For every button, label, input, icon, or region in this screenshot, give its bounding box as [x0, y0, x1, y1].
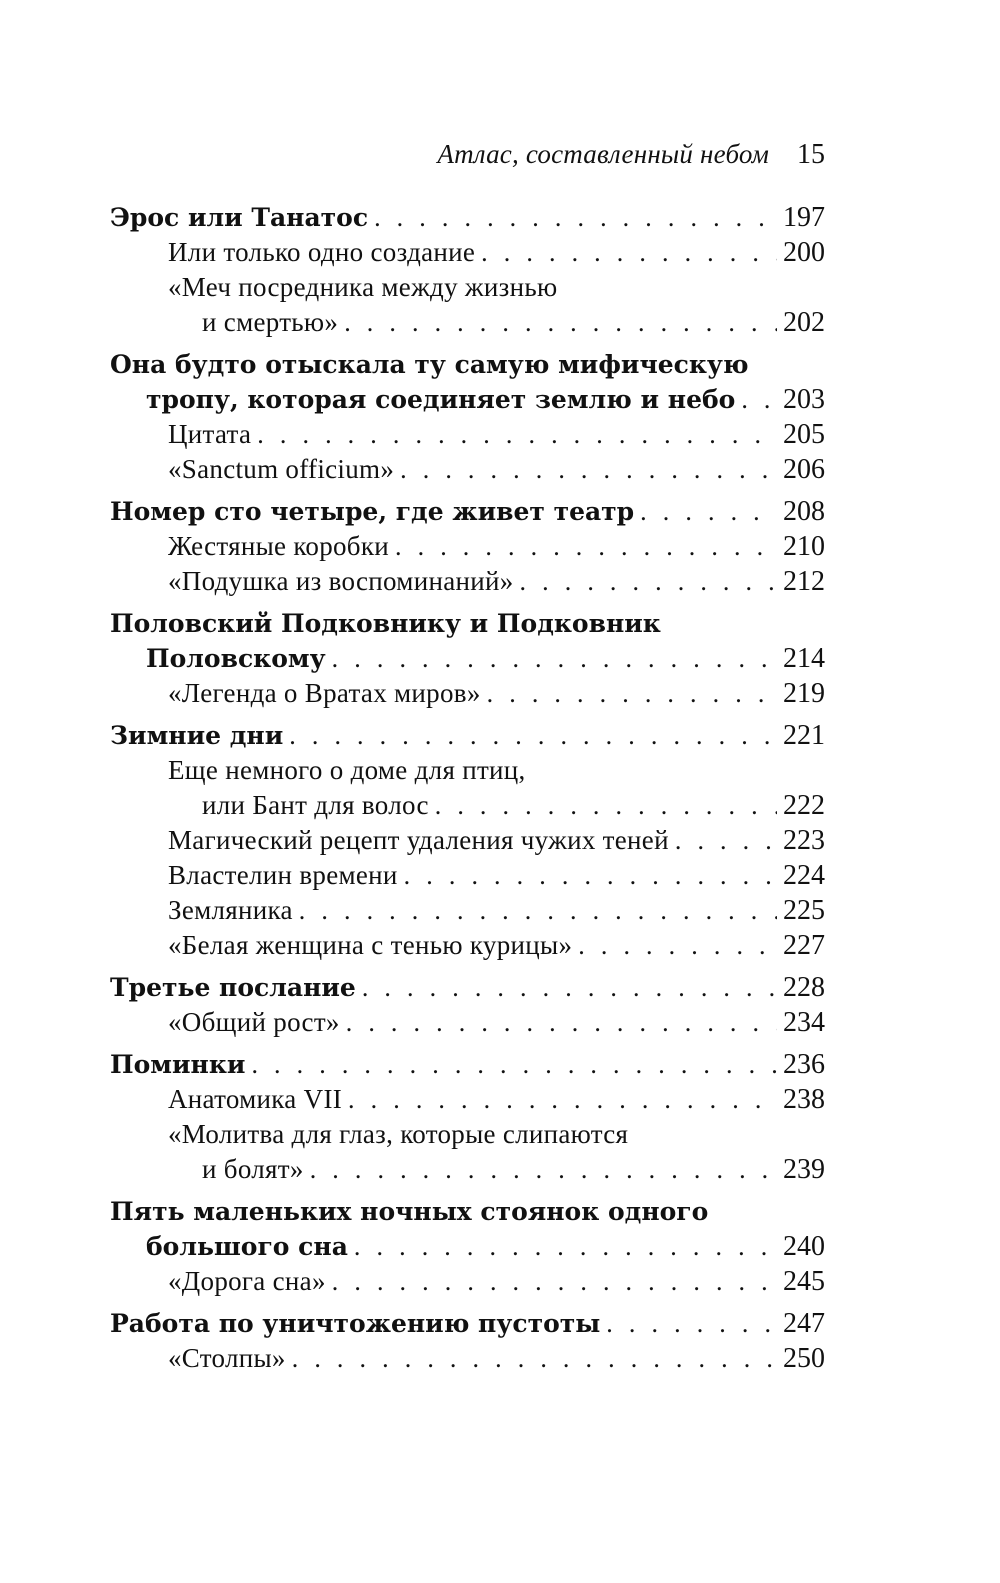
dot-leader [395, 529, 777, 564]
page-number: 15 [797, 139, 825, 170]
dot-leader [675, 823, 777, 858]
toc-entry-line[interactable] [110, 305, 825, 340]
toc-page-number: 234 [783, 1007, 825, 1038]
toc-section [110, 606, 825, 711]
toc-chapter-line[interactable] [110, 200, 825, 235]
entry-title: «Легенда о Вратах миров» [168, 678, 481, 708]
toc-entry-line[interactable] [110, 1152, 825, 1187]
toc-page-number: 212 [783, 566, 825, 597]
toc-page-number: 203 [783, 384, 825, 415]
chapter-title: Она будто отыскала ту самую мифическую [110, 350, 749, 379]
toc-page-number: 221 [783, 720, 825, 751]
dot-leader [404, 858, 777, 893]
toc-section [110, 1047, 825, 1187]
toc-entry-line[interactable] [110, 1264, 825, 1299]
toc-section [110, 347, 825, 487]
toc-entry-line[interactable] [110, 417, 825, 452]
entry-title: Жестяные коробки [168, 531, 389, 561]
toc-entry-line[interactable] [110, 1341, 825, 1376]
dot-leader [344, 305, 777, 340]
toc-chapter-line[interactable] [110, 347, 825, 382]
entry-title: или Бант для волос [202, 790, 429, 820]
toc-page-number: 224 [783, 860, 825, 891]
chapter-title: Эрос или Танатос [110, 203, 369, 232]
chapter-title: тропу, которая соединяет землю и небо [146, 385, 736, 414]
toc-entry-line[interactable] [110, 823, 825, 858]
dot-leader [374, 200, 777, 235]
dot-leader [310, 1152, 777, 1187]
toc-section [110, 718, 825, 963]
entry-title: «Sanctum officium» [168, 454, 395, 484]
toc-entry-line[interactable] [110, 529, 825, 564]
dot-leader [520, 564, 777, 599]
toc-chapter-line[interactable] [110, 1194, 825, 1229]
toc-chapter-line[interactable] [110, 970, 825, 1005]
toc-entry-line[interactable] [110, 235, 825, 270]
dot-leader [435, 788, 777, 823]
toc-page-number: 250 [783, 1343, 825, 1374]
toc-entry-line[interactable] [110, 788, 825, 823]
entry-title: «Дорога сна» [168, 1266, 326, 1296]
toc-chapter-line[interactable] [110, 606, 825, 641]
entry-title: и болят» [202, 1154, 304, 1184]
dot-leader [487, 676, 777, 711]
entry-title: «Белая женщина с тенью курицы» [168, 930, 573, 960]
toc-chapter-line[interactable] [110, 1306, 825, 1341]
toc-entry-line[interactable] [110, 928, 825, 963]
chapter-title: Работа по уничтожению пустоты [110, 1309, 601, 1338]
toc-page-number: 200 [783, 237, 825, 268]
dot-leader [299, 893, 777, 928]
dot-leader [332, 1264, 777, 1299]
toc-page-number: 223 [783, 825, 825, 856]
dot-leader [400, 452, 777, 487]
entry-title: Или только одно создание [168, 237, 476, 267]
toc-page-number: 205 [783, 419, 825, 450]
dot-leader [257, 417, 777, 452]
dot-leader [332, 641, 777, 676]
toc-page-number: 210 [783, 531, 825, 562]
toc-entry-line[interactable] [110, 270, 825, 305]
toc-chapter-line[interactable] [110, 718, 825, 753]
toc-entry-line[interactable] [110, 858, 825, 893]
toc-chapter-line[interactable] [110, 1047, 825, 1082]
toc-page-number: 206 [783, 454, 825, 485]
toc-page-number: 238 [783, 1084, 825, 1115]
toc-entry-line[interactable] [110, 564, 825, 599]
toc-chapter-line[interactable] [110, 494, 825, 529]
entry-title: Анатомика VII [168, 1084, 343, 1114]
chapter-title: Половскому [146, 644, 326, 673]
toc-section [110, 1306, 825, 1376]
dot-leader [640, 494, 777, 529]
chapter-title: Номер сто четыре, где живет театр [110, 497, 635, 526]
chapter-title: Третье послание [110, 973, 356, 1002]
entry-title: Цитата [168, 419, 252, 449]
toc-page-number: 222 [783, 790, 825, 821]
entry-title: Земляника [168, 895, 293, 925]
toc-page-number: 236 [783, 1049, 825, 1080]
dot-leader [346, 1005, 777, 1040]
dot-leader [348, 1082, 777, 1117]
toc-entry-line[interactable] [110, 893, 825, 928]
toc-section [110, 200, 825, 340]
entry-title: Магический рецепт удаления чужих теней [168, 825, 669, 855]
toc-page-number: 228 [783, 972, 825, 1003]
toc-entry-line[interactable] [110, 1082, 825, 1117]
toc-section [110, 970, 825, 1040]
toc-chapter-line[interactable] [110, 1229, 825, 1264]
dot-leader [251, 1047, 777, 1082]
entry-title: «Подушка из воспоминаний» [168, 566, 514, 596]
toc-entry-line[interactable] [110, 1005, 825, 1040]
chapter-title: Поминки [110, 1050, 246, 1079]
toc-page-number: 202 [783, 307, 825, 338]
chapter-title: большого сна [146, 1232, 348, 1261]
dot-leader [606, 1306, 777, 1341]
chapter-title: Зимние дни [110, 721, 284, 750]
toc-page-number: 240 [783, 1231, 825, 1262]
dot-leader [578, 928, 777, 963]
toc-page-number: 208 [783, 496, 825, 527]
running-head [110, 136, 825, 172]
entry-title: «Меч посредника между жизнью [168, 272, 558, 302]
chapter-title: Пять маленьких ночных стоянок одного [110, 1197, 709, 1226]
toc-page-number: 245 [783, 1266, 825, 1297]
entry-title: и смертью» [202, 307, 339, 337]
toc-chapter-line[interactable] [110, 641, 825, 676]
dot-leader [741, 382, 777, 417]
toc-page-number: 197 [783, 202, 825, 233]
toc-entry-line[interactable] [110, 452, 825, 487]
toc-page-number: 227 [783, 930, 825, 961]
entry-title: «Молитва для глаз, которые слипаются [168, 1119, 629, 1149]
toc-entry-line[interactable] [110, 753, 825, 788]
entry-title: Еще немного о доме для птиц, [168, 755, 526, 785]
table-of-contents [110, 200, 825, 1383]
toc-section [110, 1194, 825, 1299]
toc-page-number: 219 [783, 678, 825, 709]
dot-leader [354, 1229, 777, 1264]
toc-entry-line[interactable] [110, 1117, 825, 1152]
entry-title: «Общий рост» [168, 1007, 340, 1037]
running-head-title: Атлас, составленный небом [437, 139, 769, 169]
chapter-title: Половский Подковнику и Подковник [110, 609, 661, 638]
entry-title: Властелин времени [168, 860, 398, 890]
toc-page-number: 225 [783, 895, 825, 926]
toc-page-number: 239 [783, 1154, 825, 1185]
toc-page-number: 247 [783, 1308, 825, 1339]
dot-leader [289, 718, 777, 753]
dot-leader [292, 1341, 777, 1376]
toc-entry-line[interactable] [110, 676, 825, 711]
entry-title: «Столпы» [168, 1343, 286, 1373]
dot-leader [362, 970, 777, 1005]
toc-chapter-line[interactable] [110, 382, 825, 417]
toc-page-number: 214 [783, 643, 825, 674]
dot-leader [481, 235, 777, 270]
toc-section [110, 494, 825, 599]
